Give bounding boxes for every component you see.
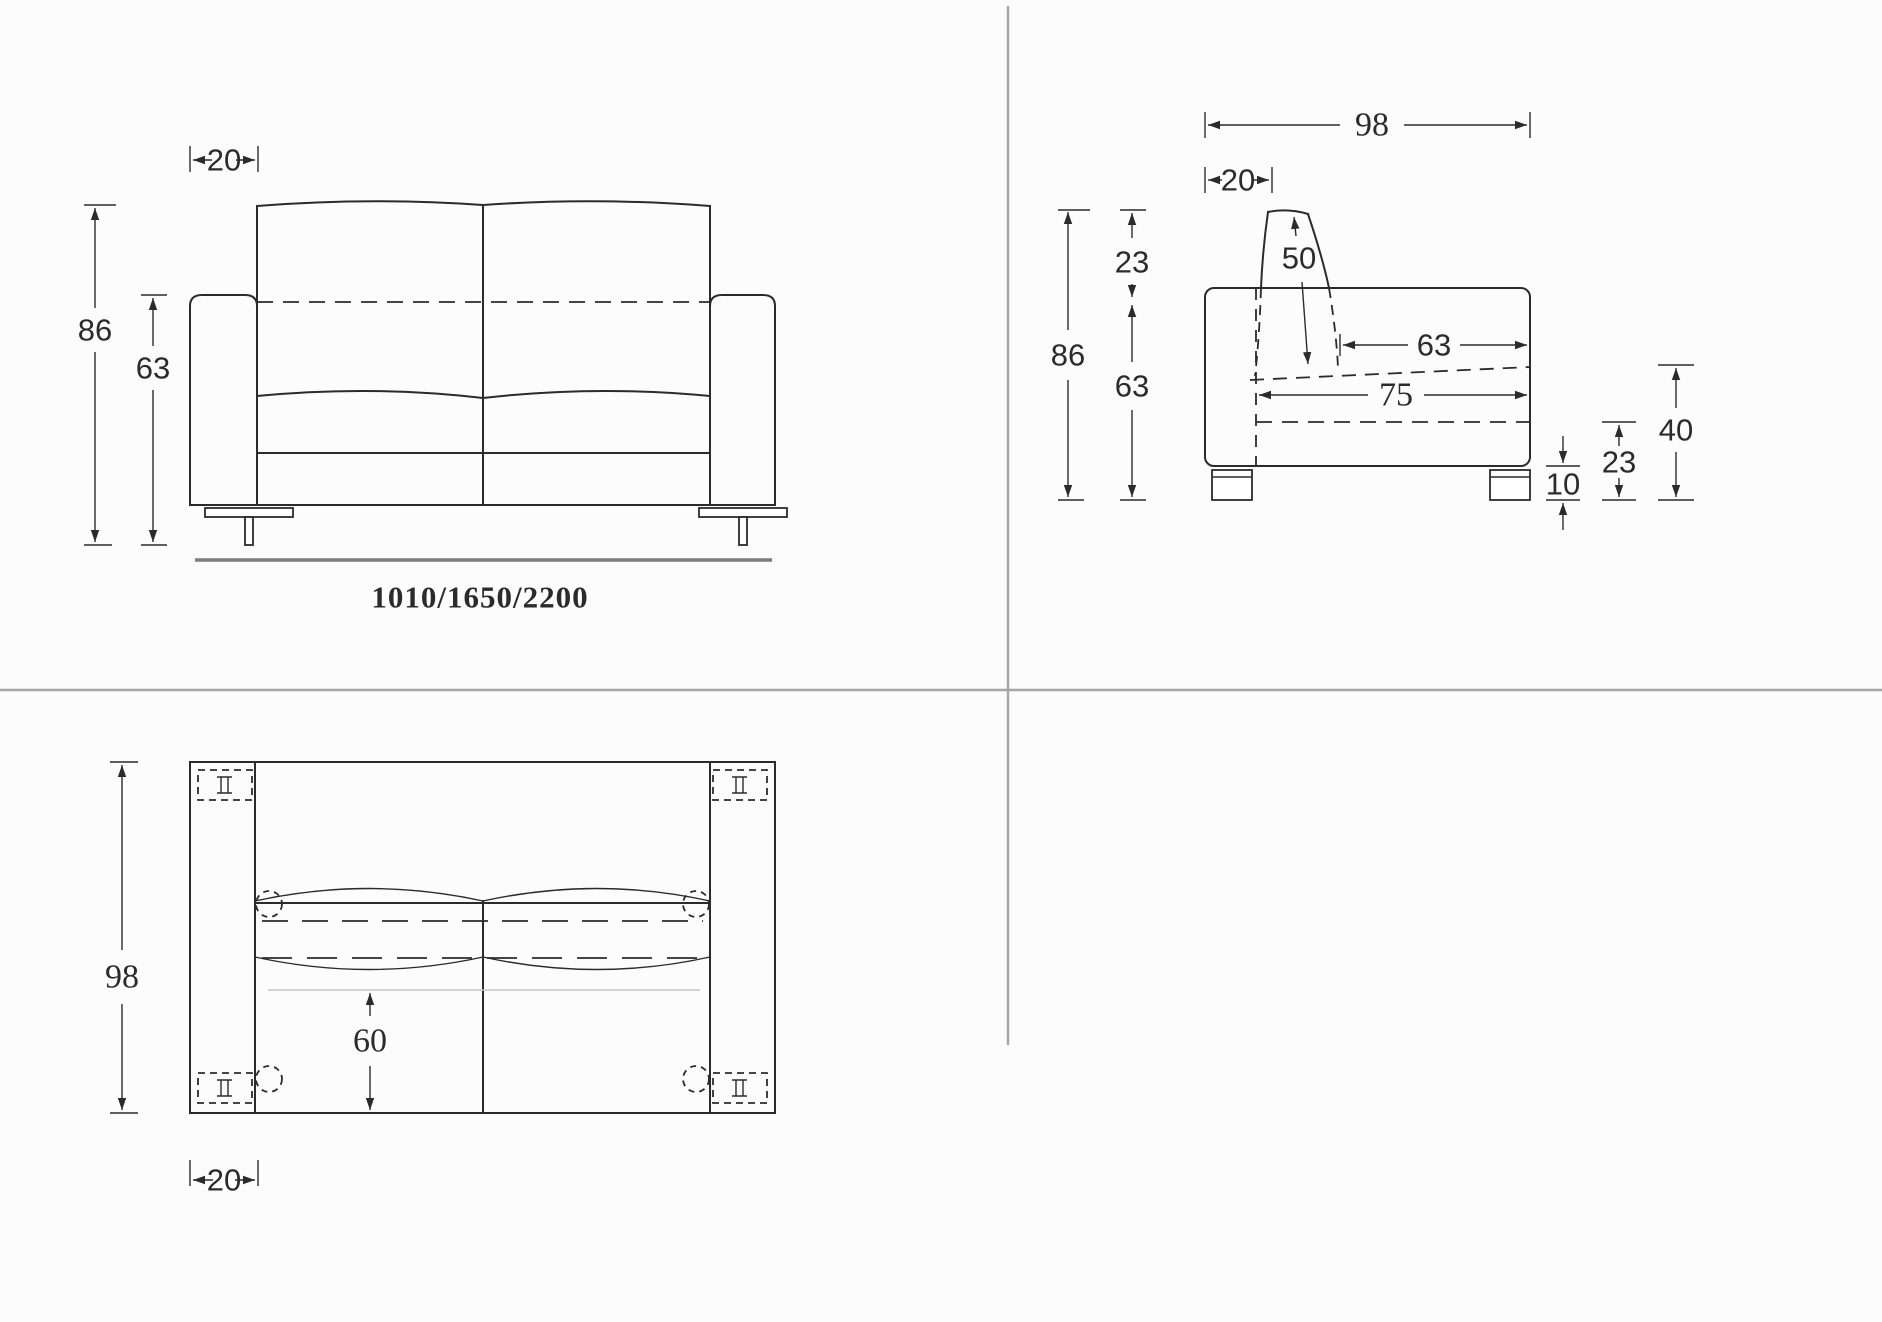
- side-dim-seat-depth-total: [1259, 377, 1527, 414]
- front-armrest-right: [710, 295, 775, 505]
- side-total-height-label: 86: [1050, 337, 1086, 373]
- side-seat-height-label: 40: [1658, 412, 1694, 448]
- side-backrest-cushion-length-label: 50: [1281, 240, 1317, 276]
- front-sofa-outline: [190, 201, 775, 505]
- front-leg-left-stem: [245, 517, 253, 545]
- side-seat-depth-to-back-label: 63: [1416, 327, 1452, 363]
- front-leg-right-plate: [699, 508, 787, 517]
- front-legs: [205, 508, 787, 545]
- side-dim-back-thickness: [1205, 163, 1272, 198]
- top-leg-stem-br: [732, 1080, 747, 1096]
- side-seat-depth-total-label: 75: [1379, 376, 1413, 414]
- side-base-height-label: 23: [1601, 444, 1637, 480]
- top-leg-stem-tr: [732, 777, 747, 793]
- front-arm-height-label: 63: [135, 350, 171, 386]
- side-backrest-front-upper: [1261, 212, 1268, 288]
- side-dim-leg-height: [1546, 436, 1580, 530]
- side-leg-left: [1212, 470, 1252, 500]
- top-leg-stem-tl: [217, 777, 232, 793]
- side-dim-seat-height: [1658, 365, 1694, 500]
- side-view: [1051, 107, 1694, 531]
- top-cushion-back-arcs: [255, 889, 710, 902]
- side-dim-backrest-and-arm-height: [1115, 210, 1149, 500]
- side-legs: [1212, 470, 1530, 500]
- side-dim-total-depth: [1205, 107, 1530, 144]
- top-arm-width-label: 20: [206, 1162, 242, 1198]
- top-dim-total-depth: [105, 762, 139, 1113]
- top-leg-plate-tr: [713, 770, 767, 800]
- top-dim-arm-width: [190, 1160, 258, 1198]
- front-total-height-label: 86: [77, 312, 113, 348]
- top-sofa-outline: [190, 762, 775, 1113]
- side-total-depth-label: 98: [1355, 106, 1389, 144]
- side-dim-seat-depth-to-back: [1340, 328, 1527, 363]
- front-dim-arm-width: [190, 143, 258, 178]
- side-back-thickness-label: 20: [1220, 162, 1256, 198]
- side-leg-right: [1490, 470, 1530, 500]
- top-leg-plate-bl: [198, 1073, 252, 1103]
- front-length-options-label: 1010/1650/2200: [371, 579, 589, 615]
- front-view: [78, 143, 787, 615]
- side-leg-height-label: 10: [1545, 466, 1581, 502]
- side-backrest-top: [1268, 210, 1308, 214]
- front-arm-width-label: 20: [206, 142, 242, 178]
- side-arm-height-label: 63: [1114, 368, 1150, 404]
- side-backrest-above-arm-label: 23: [1114, 244, 1150, 280]
- front-leg-left-plate: [205, 508, 293, 517]
- top-dim-seat-depth: [353, 993, 387, 1110]
- top-leg-plate-br: [713, 1073, 767, 1103]
- top-total-depth-label: 98: [105, 958, 139, 996]
- side-dim-base-height: [1602, 422, 1636, 500]
- top-view: [105, 762, 775, 1198]
- top-seat-depth-label: 60: [353, 1022, 387, 1060]
- side-dim-backrest-cushion: [1282, 217, 1316, 364]
- top-leg-stem-bl: [217, 1080, 232, 1096]
- front-dim-total-height: [78, 205, 116, 545]
- side-backrest-rear-hidden: [1329, 288, 1338, 368]
- side-dim-total-height: [1051, 210, 1090, 500]
- quadrant-dividers: [0, 6, 1882, 1045]
- front-dim-arm-height: [136, 295, 170, 545]
- top-foot-circle-bl: [256, 1066, 282, 1092]
- side-sofa-outline: [1205, 210, 1530, 466]
- front-armrest-left: [190, 295, 257, 505]
- side-body: [1205, 288, 1530, 466]
- front-leg-right-stem: [739, 517, 747, 545]
- top-leg-plate-tl: [198, 770, 252, 800]
- top-foot-circle-br: [683, 1066, 709, 1092]
